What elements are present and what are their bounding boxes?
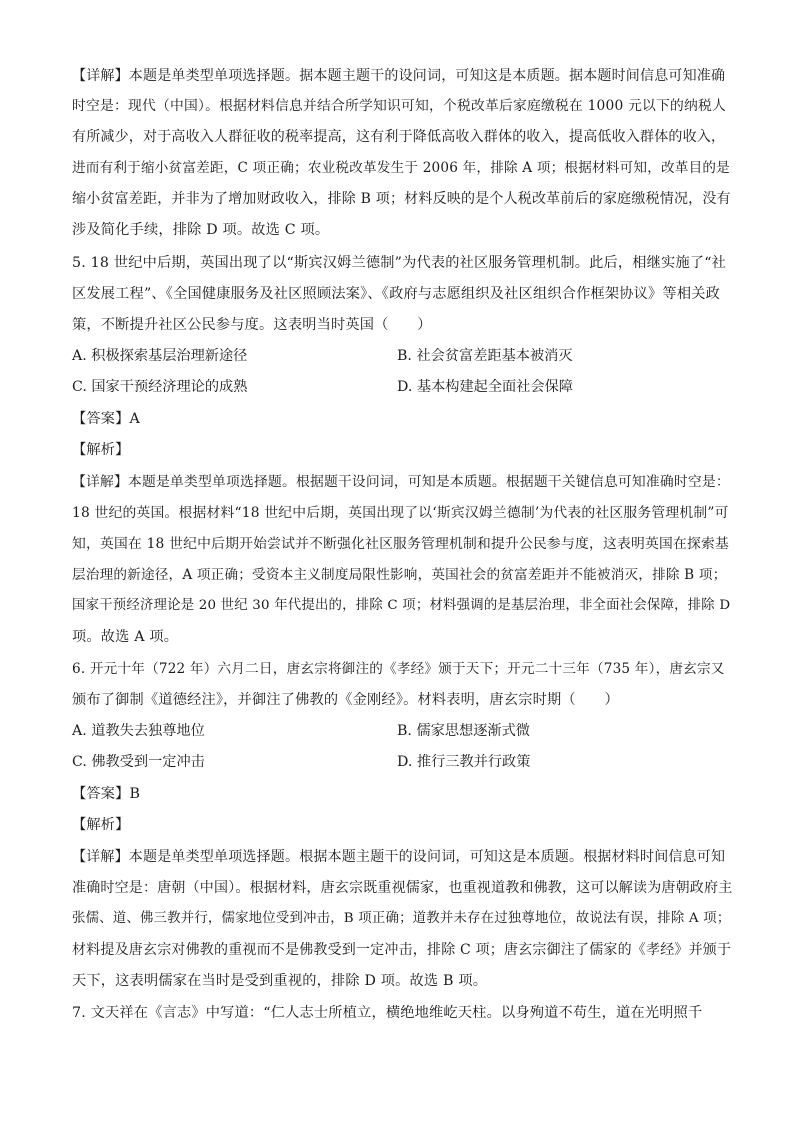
q6-analysis-line: 张儒、道、佛三教并行，儒家地位受到冲击，B 项正确；道教并未存在过独尊地位，故说法有误，排除 A 项； [72, 911, 731, 926]
q6-answer: 【答案】B [72, 786, 141, 802]
q6-option-d: D. 推行三教并行政策 [397, 754, 531, 770]
q4-analysis-line: 【详解】本题是单类型单项选择题。据本题主题干的设问词，可知这是本质题。据本题时间信息可知准确 [72, 68, 726, 84]
q6-analysis-line: 【详解】本题是单类型单项选择题。根据本题主题干的设问词，可知这是本质题。根据材料时间信息可知 [72, 849, 726, 865]
q5-option-c: C. 国家干预经济理论的成熟 [72, 379, 248, 395]
q6-analysis-line: 材料提及唐玄宗对佛教的重视而不是佛教受到一定冲击，排除 C 项；唐玄宗御注了儒家的《孝经》并颁于 [72, 942, 732, 958]
q5-analysis-line: 【详解】本题是单类型单项选择题。根据题干设问词，可知是本质题。根据题干关键信息可知准确时空是： [72, 474, 730, 490]
q4-analysis-line: 时空是：现代（中国）。根据材料信息并结合所学知识可知，个税改革后家庭缴税在 1000 元以下的纳税人 [72, 98, 727, 114]
q6-option-a: A. 道教失去独尊地位 [72, 723, 205, 739]
q4-analysis-line: 缩小贫富差距，并非为了增加财政收入，排除 B 项；材料反映的是个人税改革前后的家庭缴税情况，没有 [72, 191, 731, 207]
q6-stem-line: 颁布了御制《道德经注》，并御注了佛教的《金刚经》。材料表明，唐玄宗时期（ ） [72, 692, 619, 708]
q4-analysis-line: 涉及简化手续，排除 D 项。故选 C 项。 [72, 222, 330, 238]
q5-stem-line: 策，不断提升社区公民参与度。这表明当时英国（ ） [72, 317, 432, 333]
q5-analysis-label: 【解析】 [72, 442, 130, 458]
q6-stem-line: 6. 开元十年（722 年）六月二日，唐玄宗将御注的《孝经》颁于天下；开元二十三年（735 年），唐玄宗又 [72, 661, 725, 677]
q6-analysis-line: 天下，这表明儒家在当时是受到重视的，排除 D 项。故选 B 项。 [72, 973, 488, 989]
q5-analysis-line: 18 世纪的英国。根据材料“18 世纪中后期，英国出现了以‘斯宾汉姆兰德制’为代表的社区服务管理机制”可 [72, 505, 729, 521]
q5-option-d: D. 基本构建起全面社会保障 [397, 379, 573, 395]
q6-analysis-label: 【解析】 [72, 817, 130, 833]
q5-analysis-line: 层治理的新途径，A 项正确；受资本主义制度局限性影响，英国社会的贫富差距并不能被消灭，排除 B 项； [72, 567, 727, 583]
q4-analysis-line: 有所减少，对于高收入人群征收的税率提高，这有利于降低高收入群体的收入，提高低收入群体的收入， [72, 129, 726, 145]
q4-analysis-line: 进而有利于缩小贫富差距，C 项正确；农业税改革发生于 2006 年，排除 A 项；根据材料可知，改革目的是 [72, 160, 730, 176]
q5-analysis-line: 国家干预经济理论是 20 世纪 30 年代提出的，排除 C 项；材料强调的是基层治理，非全面社会保障，排除 D [72, 598, 731, 613]
q7-stem-line: 7. 文天祥在《言志》中写道：“仁人志士所植立，横绝地维屹天柱。以身殉道不苟生，道在光明照千 [72, 1005, 703, 1021]
q6-analysis-line: 准确时空是：唐朝（中国）。根据材料，唐玄宗既重视儒家，也重视道教和佛教，这可以解读为唐朝政府主 [72, 880, 733, 896]
q5-analysis-line: 知，英国在 18 世纪中后期开始尝试并不断强化社区服务管理机制和提升公民参与度，这表明英国在探索基 [72, 536, 729, 552]
q5-analysis-line: 项。故选 A 项。 [72, 629, 179, 645]
q5-stem-line: 5. 18 世纪中后期，英国出现了以“斯宾汉姆兰德制”为代表的社区服务管理机制。此后，相继实施了“社 [72, 255, 727, 271]
q5-stem-line: 区发展工程”、《全国健康服务及社区照顾法案》、《政府与志愿组织及社区组织合作框架协议》等相关政 [72, 286, 720, 302]
q6-option-c: C. 佛教受到一定冲击 [72, 754, 205, 770]
q5-answer: 【答案】A [72, 411, 140, 427]
q6-option-b: B. 儒家思想逐渐式微 [397, 723, 530, 739]
q5-option-b: B. 社会贫富差距基本被消灭 [397, 348, 573, 364]
q5-option-a: A. 积极探索基层治理新途径 [72, 348, 248, 364]
